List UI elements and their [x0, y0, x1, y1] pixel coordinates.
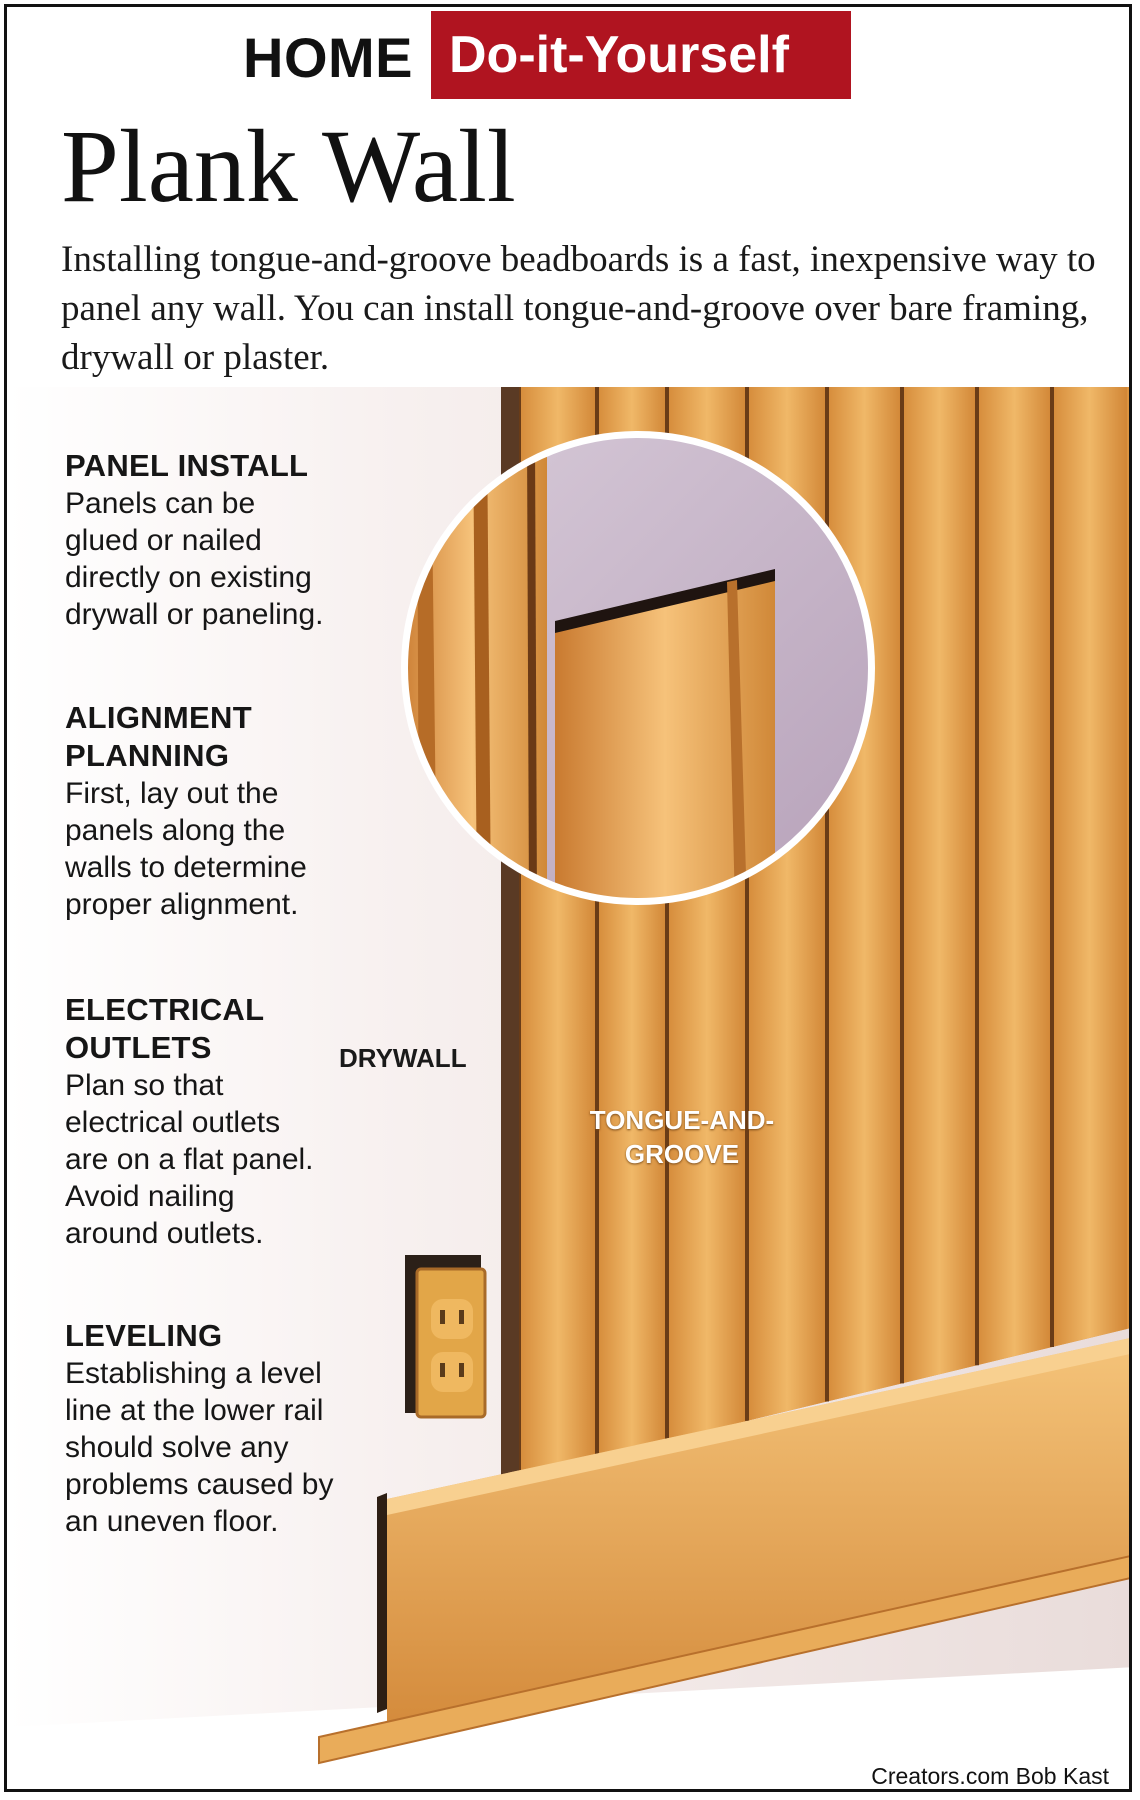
infographic — [4, 4, 1132, 1792]
outlet-icon — [405, 1255, 485, 1417]
tip-body: Establishing a level line at the lower rail should solve any problems caused by an uneven floor. — [65, 1357, 334, 1538]
tip-body: Panels can be glued or nailed directly on existing drywall or paneling. — [65, 487, 324, 631]
tip-heading: ELECTRICAL OUTLETS — [65, 992, 264, 1065]
intro-text: Installing tongue-and-groove beadboards is a fast, inexpensive way to panel any wall. You can install tongue-and-groove over bare framing, drywall or plaster. — [61, 239, 1096, 378]
wood-plank — [1052, 387, 1127, 1347]
wood-plank — [902, 387, 977, 1383]
tip-panel-install — [65, 447, 335, 633]
drywall-label: DRYWALL — [339, 1043, 467, 1073]
header-diy-badge: Do-it-Yourself — [431, 11, 851, 99]
tip-body: First, lay out the panels along the walls to determine proper alignment. — [65, 777, 307, 921]
page-title: Plank Wall — [61, 109, 516, 224]
tip-leveling — [65, 1317, 335, 1540]
tip-heading: PANEL INSTALL — [65, 448, 309, 483]
tip-heading: ALIGNMENT PLANNING — [65, 700, 252, 773]
tip-heading: LEVELING — [65, 1318, 223, 1353]
credit: Creators.com Bob Kast — [871, 1763, 1109, 1789]
tongue-groove-label: TONGUE-AND-GROOVE — [589, 1105, 775, 1169]
header-home: HOME — [243, 26, 413, 89]
wood-plank — [977, 387, 1052, 1365]
wood-plank — [827, 387, 902, 1401]
tip-body: Plan so that electrical outlets are on a flat panel. Avoid nailing around outlets. — [65, 1069, 314, 1250]
tip-electrical-outlets — [65, 991, 325, 1252]
tip-alignment-planning — [65, 699, 335, 923]
